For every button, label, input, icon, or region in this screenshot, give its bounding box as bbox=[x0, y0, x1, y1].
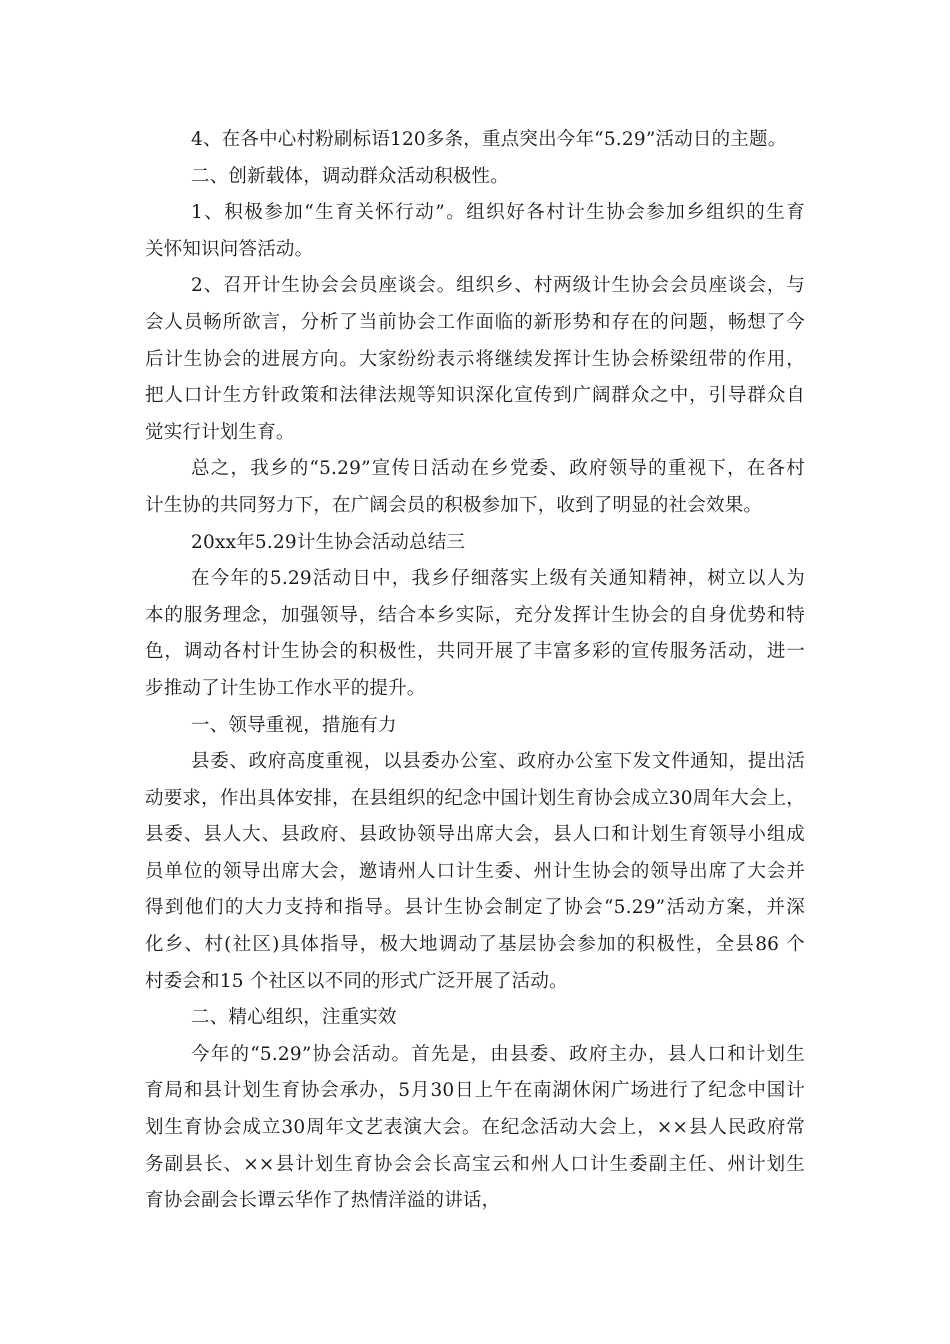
text-line: 育局和县计划生育协会承办，5月30日上午在南湖休闲广场进行了纪念中国计 bbox=[145, 1080, 805, 1102]
text-line: 4、在各中心村粉刷标语120多条，重点突出今年“5.29”活动日的主题。 bbox=[191, 129, 787, 150]
text-line: 化乡、村(社区)具体指导，极大地调动了基层协会参加的积极性，全县86 个 bbox=[145, 934, 805, 956]
text-line: 本的服务理念，加强领导，结合本乡实际，充分发挥计生协会的自身优势和特 bbox=[145, 604, 805, 626]
text-line: 把人口计生方针政策和法律法规等知识深化宣传到广阔群众之中，引导群众自 bbox=[145, 385, 805, 407]
text-line: 20xx年5.29计生协会活动总结三 bbox=[191, 531, 466, 553]
document-page bbox=[145, 122, 805, 1220]
text-line: 今年的“5.29”协会活动。首先是，由县委、政府主办，县人口和计划生 bbox=[191, 1043, 805, 1065]
text-line: 觉实行计划生育。 bbox=[145, 421, 295, 443]
text-line: 步推动了计生协工作水平的提升。 bbox=[145, 677, 426, 699]
text-line: 县委、县人大、县政府、县政协领导出席大会，县人口和计划生育领导小组成 bbox=[145, 824, 805, 846]
text-line: 二、创新载体，调动群众活动积极性。 bbox=[191, 165, 509, 187]
text-line: 员单位的领导出席大会，邀请州人口计生委、州计生协会的领导出席了大会并 bbox=[145, 860, 805, 882]
text-line: 得到他们的大力支持和指导。县计生协会制定了协会“5.29”活动方案，并深 bbox=[145, 897, 805, 919]
text-line: 在今年的5.29活动日中，我乡仔细落实上级有关通知精神，树立以人为 bbox=[191, 568, 805, 590]
text-line: 一、领导重视，措施有力 bbox=[191, 714, 397, 736]
text-line: 2、召开计生协会会员座谈会。组织乡、村两级计生协会会员座谈会，与 bbox=[191, 275, 805, 297]
text-line: 务副县长、××县计划生育协会会长高宝云和州人口计生委副主任、州计划生 bbox=[145, 1153, 805, 1175]
text-line: 村委会和15 个社区以不同的形式广泛开展了活动。 bbox=[145, 970, 568, 992]
text-line: 县委、政府高度重视，以县委办公室、政府办公室下发文件通知，提出活 bbox=[191, 751, 805, 773]
text-line: 总之，我乡的“5.29”宣传日活动在乡党委、政府领导的重视下，在各村 bbox=[191, 458, 805, 480]
text-line: 动要求，作出具体安排，在县组织的纪念中国计划生育协会成立30周年大会上， bbox=[145, 787, 805, 809]
text-line: 育协会副会长谭云华作了热情洋溢的讲话， bbox=[145, 1190, 501, 1212]
text-line: 关怀知识问答活动。 bbox=[145, 238, 314, 260]
text-line: 二、精心组织，注重实效 bbox=[191, 1007, 397, 1029]
text-line: 后计生协会的进展方向。大家纷纷表示将继续发挥计生协会桥梁纽带的作用， bbox=[145, 348, 805, 370]
text-line: 计生协的共同努力下，在广阔会员的积极参加下，收到了明显的社会效果。 bbox=[145, 494, 763, 516]
text-line: 1、积极参加“生育关怀行动”。组织好各村计生协会参加乡组织的生育 bbox=[191, 202, 805, 224]
text-line: 会人员畅所欲言，分析了当前协会工作面临的新形势和存在的问题，畅想了今 bbox=[145, 311, 805, 333]
text-line: 色，调动各村计生协会的积极性，共同开展了丰富多彩的宣传服务活动，进一 bbox=[145, 641, 805, 663]
text-line: 划生育协会成立30周年文艺表演大会。在纪念活动大会上，××县人民政府常 bbox=[145, 1117, 805, 1139]
